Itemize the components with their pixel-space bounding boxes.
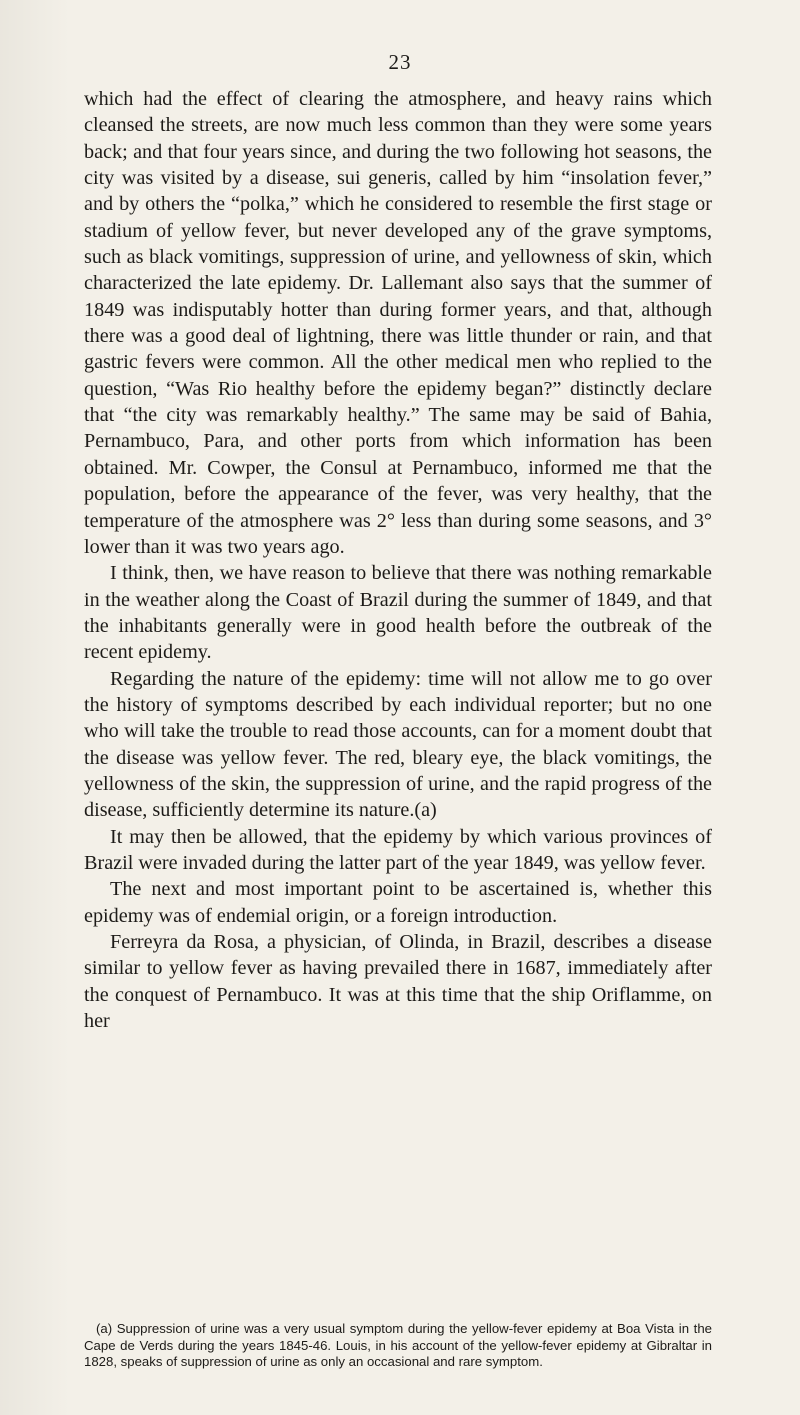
paragraph: It may then be allowed, that the epidemy by which various provinces of Brazil were invaded during the latter part of the year 1849, was yellow fever. [84,825,712,874]
page-number: 23 [388,50,412,74]
paragraph: Regarding the nature of the epidemy: time will not allow me to go over the history of symptoms described by each individual reporter; but no one who will take the trouble to read those accounts, can for a moment doubt that the disease was yellow fever. The red, bleary eye, the black vomitings, the yellowness of the skin, the suppression of urine, and the rapid progress of the disease, sufficiently determine its nature.(a) [84,667,712,822]
paragraph: The next and most important point to be ascertained is, whether this epidemy was of endemial origin, or a foreign introduction. [84,878,712,927]
paragraph: Ferreyra da Rosa, a physician, of Olinda, in Brazil, describes a disease similar to yellow fever as having prevailed there in 1687, immediately after the conquest of Pernambuco. It was at this time that the ship Oriflamme, on her [84,931,712,1033]
body-text [84,86,712,1034]
page-edge-shadow [0,0,70,1415]
paragraph: I think, then, we have reason to believe that there was nothing remarkable in the weather along the Coast of Brazil during the summer of 1849, and that the inhabitants generally were in good health before the outbreak of the recent epidemy. [84,562,712,664]
paragraph: which had the effect of clearing the atmosphere, and heavy rains which cleansed the streets, are now much less common than they were some years back; and that four years since, and during the two following hot seasons, the city was visited by a disease, sui generis, called by him “insolation fever,” and by others the “polka,” which he considered to resemble the first stage or stadium of yellow fever, but never developed any of the grave symptoms, such as black vomitings, suppression of urine, and yellowness of skin, which characterized the late epidemy. Dr. Lallemant also says that the summer of 1849 was indisputably hotter than during former years, and that, although there was a good deal of lightning, there was little thunder or rain, and that gastric fevers were common. All the other medical men who replied to the question, “Was Rio healthy before the epidemy began?” distinctly declare that “the city was remarkably healthy.” The same may be said of Bahia, Pernambuco, Para, and other ports from which information has been obtained. Mr. Cowper, the Consul at Pernambuco, informed me that the population, before the appearance of the fever, was very healthy, that the temperature of the atmosphere was 2° less than during some seasons, and 3° lower than it was two years ago. [84,88,712,558]
footnote-text: (a) Suppression of urine was a very usual symptom during the yellow-fever epidemy at Boa Vista in the Cape de Verds during the years 1845-46. Louis, in his account of the yellow-fever epidemy at Gibraltar in 1828, speaks of suppression of urine as only an occasional and rare symptom. [84,1321,712,1369]
footnote [84,1321,712,1371]
